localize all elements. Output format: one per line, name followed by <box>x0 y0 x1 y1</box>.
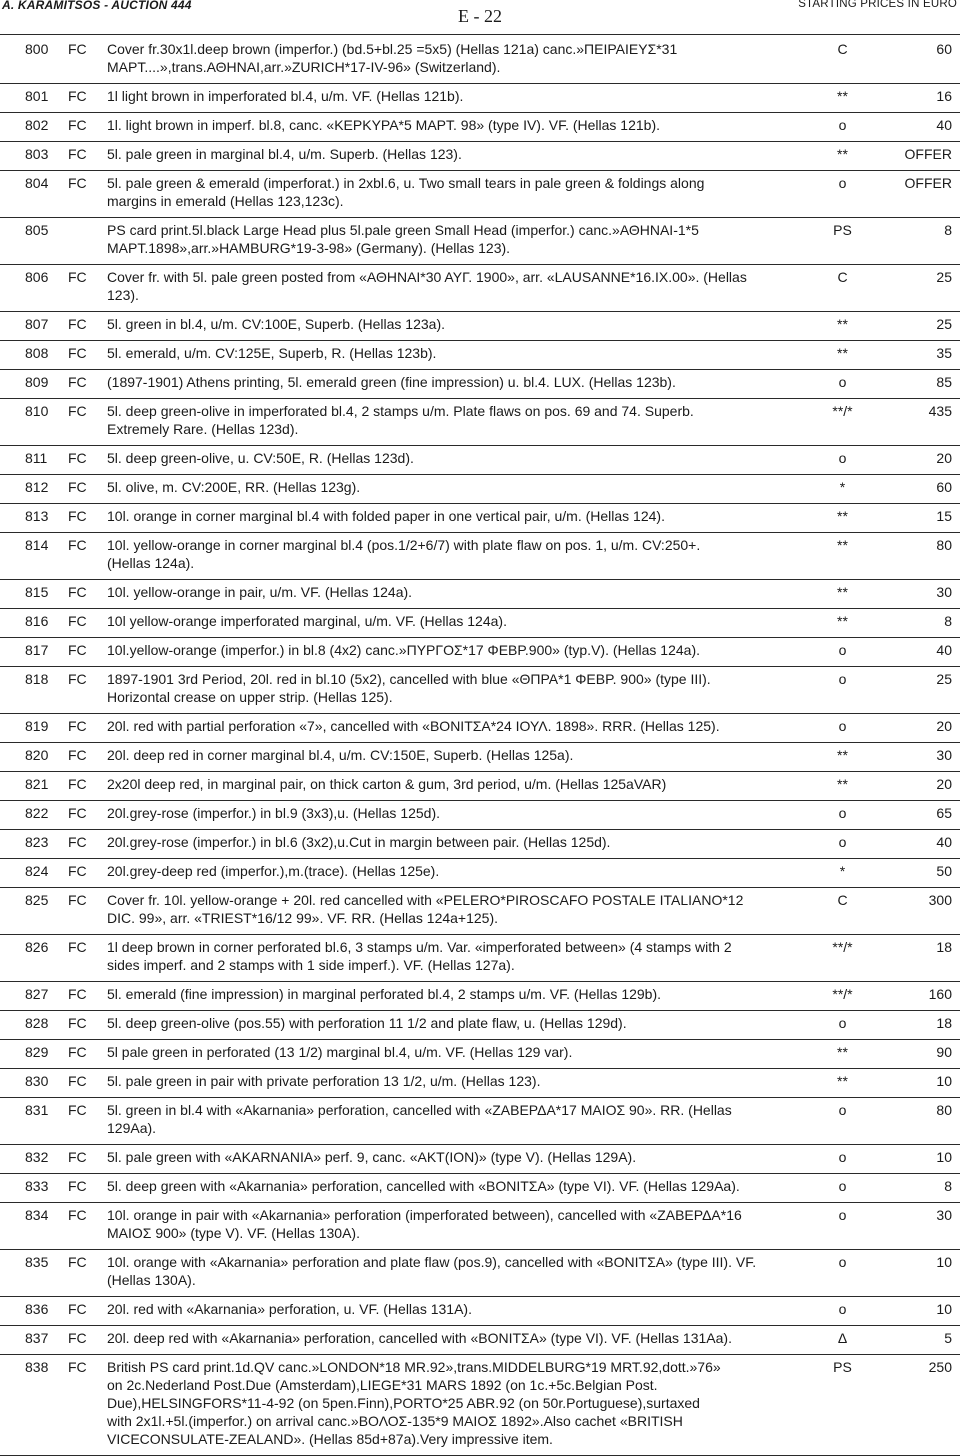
lot-row-827 <box>0 982 960 1011</box>
lot-starting-price: 90 <box>936 1044 952 1060</box>
lot-row-804 <box>0 171 960 218</box>
lot-category: FC <box>68 345 87 361</box>
description-line: 10l. yellow-orange in corner marginal bl.4 (pos.1/2+6/7) with plate flaw on pos. 1, u/m. CV:250+. <box>107 537 701 553</box>
lot-row-800 <box>0 37 960 84</box>
lot-description <box>107 1177 797 1195</box>
lot-description <box>107 1148 797 1166</box>
lot-number: 825 <box>25 892 49 908</box>
description-line: 5l. green in bl.4, u/m. CV:100E, Superb. (Hellas 123a). <box>107 316 445 332</box>
lot-starting-price: 8 <box>944 613 952 629</box>
lot-condition: ** <box>837 1044 848 1060</box>
auction-title: A. KARAMITSOS - AUCTION 444 <box>2 0 192 12</box>
lot-category: FC <box>68 316 87 332</box>
lot-row-802 <box>0 113 960 142</box>
lot-starting-price: 60 <box>936 41 952 57</box>
lot-category: FC <box>68 117 87 133</box>
description-line: VICECONSULATE-ZEALAND». (Hellas 85d+87a).Very impressive item. <box>107 1431 553 1447</box>
description-line: (Hellas 124a). <box>107 555 195 571</box>
lot-category: FC <box>68 805 87 821</box>
lot-description <box>107 315 797 333</box>
lot-row-817 <box>0 638 960 667</box>
description-line: 10l yellow-orange imperforated marginal, u/m. VF. (Hellas 124a). <box>107 613 507 629</box>
lot-row-806 <box>0 265 960 312</box>
description-line: 10l. orange in pair with «Akarnania» perforation (imperforated between), cancelled with «ΖΑΒΕΡΔΑ*16 <box>107 1207 742 1223</box>
lot-description <box>107 174 797 210</box>
lot-starting-price: 16 <box>936 88 952 104</box>
lot-starting-price: 20 <box>936 776 952 792</box>
description-line: 20l. red with «Akarnania» perforation, u. VF. (Hellas 131A). <box>107 1301 472 1317</box>
description-line: 5l. deep green-olive, u. CV:50E, R. (Hellas 123d). <box>107 450 414 466</box>
description-line: 20l. red with partial perforation «7», cancelled with «ΒΟΝΙΤΣΑ*24 ΙΟΥΛ. 1898». RRR. (Hellas 125). <box>107 718 720 734</box>
lot-number: 836 <box>25 1301 49 1317</box>
lot-row-811 <box>0 446 960 475</box>
lot-number: 831 <box>25 1102 49 1118</box>
lot-condition: Δ <box>837 1330 848 1346</box>
description-line: 10l. yellow-orange in pair, u/m. VF. (Hellas 124a). <box>107 584 413 600</box>
lot-row-801 <box>0 84 960 113</box>
lot-number: 838 <box>25 1359 49 1375</box>
lot-condition: o <box>838 1015 847 1031</box>
lot-row-822 <box>0 801 960 830</box>
lot-starting-price: 20 <box>936 450 952 466</box>
lot-row-809 <box>0 370 960 399</box>
description-line: Cover fr. with 5l. pale green posted from «ΑΘΗΝΑΙ*30 ΑΥΓ. 1900», arr. «LAUSANNE*16.IX.00». (Hellas <box>107 269 747 285</box>
lot-starting-price: 5 <box>944 1330 952 1346</box>
lot-condition: o <box>838 834 847 850</box>
lot-condition: PS <box>833 1359 852 1375</box>
description-line: 10l.yellow-orange (imperfor.) in bl.8 (4x2) canc.»ΠΥΡΓΟΣ*17 ΦΕΒΡ.900» (typ.V). (Hellas 124a). <box>107 642 701 658</box>
lot-condition: ** <box>837 537 848 553</box>
lot-condition: * <box>839 863 846 879</box>
description-line: on 2c.Nederland Post.Due (Amsterdam),LIEGE*31 MARS 1892 (on 1c.+5c.Belgian Post. <box>107 1377 658 1393</box>
description-line: 5l pale green in perforated (13 1/2) marginal bl.4, u/m. VF. (Hellas 129 var). <box>107 1044 573 1060</box>
lot-description <box>107 612 797 630</box>
lot-description <box>107 373 797 391</box>
lot-description <box>107 746 797 764</box>
lot-number: 804 <box>25 175 49 191</box>
description-line: 20l.grey-deep red (imperfor.),m.(trace). (Hellas 125e). <box>107 863 440 879</box>
lot-description <box>107 402 797 438</box>
lot-description <box>107 1329 797 1347</box>
lot-condition: ** <box>837 1073 848 1089</box>
lot-number: 823 <box>25 834 49 850</box>
description-line: 2x20l deep red, in marginal pair, on thick carton & gum, 3rd period, u/m. (Hellas 125aVAR) <box>107 776 667 792</box>
lot-starting-price: 25 <box>936 316 952 332</box>
description-line: Horizontal crease on upper strip. (Hellas 125). <box>107 689 393 705</box>
lot-category: FC <box>68 892 87 908</box>
description-line: 5l. green in bl.4 with «Akarnania» perforation, cancelled with «ΖΑΒΕΡΔΑ*17 ΜΑΙΟΣ 90». RR. (Hellas <box>107 1102 732 1118</box>
lot-starting-price: 30 <box>936 1207 952 1223</box>
lot-category: FC <box>68 146 87 162</box>
lot-category: FC <box>68 747 87 763</box>
lot-number: 810 <box>25 403 49 419</box>
lot-condition: o <box>838 805 847 821</box>
lot-number: 817 <box>25 642 49 658</box>
lot-condition: o <box>838 1254 847 1270</box>
description-line: 5l. emerald (fine impression) in marginal perforated bl.4, 2 stamps u/m. VF. (Hellas 129b). <box>107 986 662 1002</box>
lot-starting-price: 85 <box>936 374 952 390</box>
lot-row-814 <box>0 533 960 580</box>
description-line: PS card print.5l.black Large Head plus 5l.pale green Small Head (imperfor.) canc.»ΑΘΗΝΑΙ-1*5 <box>107 222 699 238</box>
lot-condition: o <box>838 671 847 687</box>
lot-number: 809 <box>25 374 49 390</box>
lot-condition: ** <box>837 613 848 629</box>
lot-condition: ** <box>837 316 848 332</box>
lot-category: FC <box>68 671 87 687</box>
lot-description <box>107 833 797 851</box>
lot-row-835 <box>0 1250 960 1297</box>
lot-description <box>107 775 797 793</box>
lot-row-816 <box>0 609 960 638</box>
description-line: (1897-1901) Athens printing, 5l. emerald green (fine impression) u. bl.4. LUX. (Hellas 123b). <box>107 374 676 390</box>
lot-number: 828 <box>25 1015 49 1031</box>
description-line: 1l. light brown in imperf. bl.8, canc. «ΚΕΡΚΥΡΑ*5 ΜΑΡΤ. 98» (type IV). VF. (Hellas 121b). <box>107 117 660 133</box>
description-line: 123). <box>107 287 139 303</box>
lot-category: FC <box>68 1301 87 1317</box>
description-line: ΜΑΡΤ....»,trans.ΑΘΗΝΑΙ,arr.»ZURICH*17-IV-96» (Switzerland). <box>107 59 501 75</box>
lot-starting-price: 80 <box>936 537 952 553</box>
lot-description <box>107 583 797 601</box>
lot-condition: o <box>838 450 847 466</box>
lot-row-803 <box>0 142 960 171</box>
lot-category: FC <box>68 41 87 57</box>
description-line: 129Aa). <box>107 1120 157 1136</box>
description-line: 5l. emerald, u/m. CV:125E, Superb, R. (Hellas 123b). <box>107 345 437 361</box>
page-header <box>0 0 960 36</box>
lot-number: 832 <box>25 1149 49 1165</box>
description-line: ΜΑΡΤ.1898»,arr.»HAMBURG*19-3-98» (Germany). (Hellas 123). <box>107 240 511 256</box>
lot-number: 826 <box>25 939 49 955</box>
lot-category: FC <box>68 613 87 629</box>
description-line: 1l deep brown in corner perforated bl.6, 3 stamps u/m. Var. «imperforated between» (4 stamps with 2 <box>107 939 732 955</box>
lot-description <box>107 478 797 496</box>
description-line: sides imperf. and 2 stamps with 1 side imperf.). VF. (Hellas 127a). <box>107 957 515 973</box>
lot-number: 835 <box>25 1254 49 1270</box>
lot-description <box>107 507 797 525</box>
lot-condition: ** <box>837 776 848 792</box>
lot-category: FC <box>68 1149 87 1165</box>
lot-starting-price: 8 <box>944 1178 952 1194</box>
lot-row-819 <box>0 714 960 743</box>
lot-description <box>107 449 797 467</box>
lot-row-807 <box>0 312 960 341</box>
lot-description <box>107 1072 797 1090</box>
lot-number: 818 <box>25 671 49 687</box>
lot-category: FC <box>68 88 87 104</box>
lot-row-818 <box>0 667 960 714</box>
description-line: 20l.grey-rose (imperfor.) in bl.6 (3x2),u.Cut in margin between pair. (Hellas 125d). <box>107 834 611 850</box>
lot-starting-price: 65 <box>936 805 952 821</box>
lot-row-830 <box>0 1069 960 1098</box>
lot-row-823 <box>0 830 960 859</box>
lot-category: FC <box>68 1015 87 1031</box>
lot-number: 834 <box>25 1207 49 1223</box>
lot-description <box>107 862 797 880</box>
description-line: 1l light brown in imperforated bl.4, u/m. VF. (Hellas 121b). <box>107 88 464 104</box>
lot-condition: ** <box>837 584 848 600</box>
lot-starting-price: OFFER <box>904 175 952 191</box>
lot-starting-price: 35 <box>936 345 952 361</box>
lot-category: FC <box>68 175 87 191</box>
lot-category: FC <box>68 584 87 600</box>
lot-condition: o <box>838 1207 847 1223</box>
lot-condition: ** <box>837 345 848 361</box>
lot-number: 806 <box>25 269 49 285</box>
lot-description <box>107 670 797 706</box>
lot-description <box>107 1101 797 1137</box>
description-line: 5l. pale green & emerald (imperforat.) in 2xbl.6, u. Two small tears in pale green & foldings along <box>107 175 705 191</box>
lot-row-838 <box>0 1355 960 1456</box>
lot-description <box>107 804 797 822</box>
lot-condition: o <box>838 1149 847 1165</box>
lot-category: FC <box>68 450 87 466</box>
lot-condition: o <box>838 374 847 390</box>
lot-starting-price: 300 <box>928 892 952 908</box>
description-line: 1897-1901 3rd Period, 20l. red in bl.10 (5x2), cancelled with blue «ΘΠΡΑ*1 ΦΕΒΡ. 900» (type III). <box>107 671 711 687</box>
lot-category: FC <box>68 1254 87 1270</box>
lot-description <box>107 87 797 105</box>
lot-description <box>107 40 797 76</box>
lot-category: FC <box>68 479 87 495</box>
lot-row-828 <box>0 1011 960 1040</box>
lot-starting-price: 40 <box>936 117 952 133</box>
lot-condition: C <box>837 269 848 285</box>
lot-number: 801 <box>25 88 49 104</box>
lot-description <box>107 938 797 974</box>
lot-number: 813 <box>25 508 49 524</box>
lot-condition: **/* <box>832 986 853 1002</box>
lot-category: FC <box>68 1073 87 1089</box>
lot-category: FC <box>68 776 87 792</box>
lot-starting-price: 435 <box>928 403 952 419</box>
lot-number: 820 <box>25 747 49 763</box>
lot-condition: ** <box>837 88 848 104</box>
lot-row-832 <box>0 1145 960 1174</box>
description-line: 20l.grey-rose (imperfor.) in bl.9 (3x3),u. (Hellas 125d). <box>107 805 441 821</box>
lot-row-813 <box>0 504 960 533</box>
description-line: ΜΑΙΟΣ 900» (type V). VF. (Hellas 130A). <box>107 1225 360 1241</box>
description-line: margins in emerald (Hellas 123,123c). <box>107 193 344 209</box>
lot-number: 812 <box>25 479 49 495</box>
lot-condition: C <box>837 892 848 908</box>
lot-category: FC <box>68 1330 87 1346</box>
lot-number: 807 <box>25 316 49 332</box>
page-number: E - 22 <box>458 6 502 26</box>
lot-starting-price: 25 <box>936 269 952 285</box>
lot-starting-price: 30 <box>936 584 952 600</box>
lot-row-834 <box>0 1203 960 1250</box>
lot-row-831 <box>0 1098 960 1145</box>
lot-condition: o <box>838 117 847 133</box>
lot-row-808 <box>0 341 960 370</box>
description-line: 20l. deep red with «Akarnania» perforation, cancelled with «ΒΟΝΙΤΣΑ» (type VI). VF. (Hellas 131Aa). <box>107 1330 732 1346</box>
lot-number: 824 <box>25 863 49 879</box>
lot-condition: ** <box>837 747 848 763</box>
description-line: 5l. pale green with «AKARNANIA» perf. 9, canc. «ΑΚΤ(ΙΟΝ)» (type V). (Hellas 129A). <box>107 1149 637 1165</box>
lot-starting-price: 25 <box>936 671 952 687</box>
lot-row-829 <box>0 1040 960 1069</box>
lot-row-836 <box>0 1297 960 1326</box>
description-line: DIC. 99», arr. «TRIEST*16/12 99». VF. RR. (Hellas 124a+125). <box>107 910 499 926</box>
lot-starting-price: 8 <box>944 222 952 238</box>
lot-starting-price: 160 <box>928 986 952 1002</box>
lot-description <box>107 116 797 134</box>
lot-number: 805 <box>25 222 49 238</box>
lot-category: FC <box>68 508 87 524</box>
lot-starting-price: 40 <box>936 834 952 850</box>
lot-number: 815 <box>25 584 49 600</box>
lot-starting-price: 250 <box>928 1359 952 1375</box>
lot-number: 837 <box>25 1330 49 1346</box>
lot-category: FC <box>68 374 87 390</box>
lot-number: 800 <box>25 41 49 57</box>
lot-category: FC <box>68 863 87 879</box>
lot-number: 829 <box>25 1044 49 1060</box>
lot-number: 814 <box>25 537 49 553</box>
lot-description <box>107 145 797 163</box>
lot-category: FC <box>68 1207 87 1223</box>
lot-description <box>107 344 797 362</box>
description-line: 5l. pale green in pair with private perforation 13 1/2, u/m. (Hellas 123). <box>107 1073 541 1089</box>
lot-number: 819 <box>25 718 49 734</box>
description-line: 5l. pale green in marginal bl.4, u/m. Superb. (Hellas 123). <box>107 146 462 162</box>
lot-condition: **/* <box>832 403 853 419</box>
lot-starting-price: OFFER <box>904 146 952 162</box>
description-line: British PS card print.1d.QV canc.»LONDON*18 MR.92»,trans.MIDDELBURG*19 MRT.92,dott.»76» <box>107 1359 721 1375</box>
lot-description <box>107 536 797 572</box>
lot-row-824 <box>0 859 960 888</box>
lot-starting-price: 10 <box>936 1254 952 1270</box>
lot-row-826 <box>0 935 960 982</box>
lot-condition: C <box>837 41 848 57</box>
lot-number: 822 <box>25 805 49 821</box>
lot-condition: o <box>838 1178 847 1194</box>
lot-description <box>107 891 797 927</box>
description-line: 20l. deep red in corner marginal bl.4, u/m. CV:150E, Superb. (Hellas 125a). <box>107 747 574 763</box>
lot-description <box>107 1358 797 1448</box>
lot-description <box>107 1206 797 1242</box>
description-line: with 2x1l.+5l.(imperfor.) on arrival canc.»ΒΟΛΟΣ-135*9 ΜΑΙΟΣ 1892».Also cachet «BRITISH <box>107 1413 683 1429</box>
lot-description <box>107 268 797 304</box>
lot-row-810 <box>0 399 960 446</box>
lot-description <box>107 641 797 659</box>
lot-number: 803 <box>25 146 49 162</box>
description-line: Cover fr. 10l. yellow-orange + 20l. red cancelled with «PELERO*PIROSCAFO POSTALE ITALIANO*12 <box>107 892 744 908</box>
description-line: 5l. deep green with «Akarnania» perforation, cancelled with «ΒΟΝΙΤΣΑ» (type VI). VF. (Hellas 129Aa). <box>107 1178 740 1194</box>
lot-condition: ** <box>837 508 848 524</box>
lot-category: FC <box>68 1178 87 1194</box>
lot-category: FC <box>68 939 87 955</box>
lot-number: 811 <box>25 450 48 466</box>
lot-condition: o <box>838 718 847 734</box>
lot-row-812 <box>0 475 960 504</box>
description-line: 10l. orange in corner marginal bl.4 with folded paper in one vertical pair, u/m. (Hellas 124). <box>107 508 665 524</box>
lot-starting-price: 10 <box>936 1149 952 1165</box>
lot-description <box>107 717 797 735</box>
lot-category: FC <box>68 403 87 419</box>
lot-category: FC <box>68 834 87 850</box>
lot-number: 808 <box>25 345 49 361</box>
lot-starting-price: 18 <box>936 939 952 955</box>
description-line: 5l. olive, m. CV:200E, RR. (Hellas 123g). <box>107 479 361 495</box>
header-divider <box>0 34 960 35</box>
lot-starting-price: 15 <box>936 508 952 524</box>
lot-starting-price: 60 <box>936 479 952 495</box>
lot-category: FC <box>68 1044 87 1060</box>
lot-row-815 <box>0 580 960 609</box>
lot-description <box>107 1014 797 1032</box>
lot-condition: o <box>838 1301 847 1317</box>
prices-note: STARTING PRICES IN EURO <box>798 0 957 10</box>
lot-description <box>107 1043 797 1061</box>
lot-starting-price: 10 <box>936 1073 952 1089</box>
description-line: Due),HELSINGFORS*11-4-92 (on 5pen.Finn),PORTO*25 ABR.92 (on 50r.Portuguese),surtaxed <box>107 1395 700 1411</box>
lot-starting-price: 10 <box>936 1301 952 1317</box>
lot-starting-price: 30 <box>936 747 952 763</box>
lot-category: FC <box>68 537 87 553</box>
lot-number: 802 <box>25 117 49 133</box>
lot-description <box>107 1253 797 1289</box>
lot-number: 833 <box>25 1178 49 1194</box>
lot-number: 816 <box>25 613 49 629</box>
description-line: Extremely Rare. (Hellas 123d). <box>107 421 299 437</box>
lot-starting-price: 18 <box>936 1015 952 1031</box>
lot-row-820 <box>0 743 960 772</box>
lot-category: FC <box>68 718 87 734</box>
lot-row-805 <box>0 218 960 265</box>
description-line: 10l. orange with «Akarnania» perforation and plate flaw (pos.9), cancelled with «ΒΟΝΙΤΣΑ» (type III). VF. <box>107 1254 757 1270</box>
lot-category: FC <box>68 1102 87 1118</box>
lot-row-825 <box>0 888 960 935</box>
lot-description <box>107 221 797 257</box>
lot-condition: * <box>839 479 846 495</box>
lot-condition: o <box>838 1102 847 1118</box>
lot-starting-price: 80 <box>936 1102 952 1118</box>
description-line: Cover fr.30x1l.deep brown (imperfor.) (bd.5+bl.25 =5x5) (Hellas 121a) canc.»ΠΕΙΡΑΙΕΥΣ*31 <box>107 41 678 57</box>
lot-starting-price: 50 <box>936 863 952 879</box>
lot-condition: o <box>838 642 847 658</box>
lot-number: 821 <box>25 776 49 792</box>
lot-row-821 <box>0 772 960 801</box>
lot-condition: **/* <box>832 939 853 955</box>
lot-row-837 <box>0 1326 960 1355</box>
lot-number: 830 <box>25 1073 49 1089</box>
lot-condition: PS <box>833 222 852 238</box>
lot-condition: o <box>838 175 847 191</box>
description-line: 5l. deep green-olive in imperforated bl.4, 2 stamps u/m. Plate flaws on pos. 69 and 74. Superb. <box>107 403 694 419</box>
lot-condition: ** <box>837 146 848 162</box>
lot-starting-price: 20 <box>936 718 952 734</box>
description-line: (Hellas 130A). <box>107 1272 196 1288</box>
lot-category: FC <box>68 269 87 285</box>
lot-category: FC <box>68 1359 87 1375</box>
lot-number: 827 <box>25 986 49 1002</box>
lot-row-833 <box>0 1174 960 1203</box>
lot-description <box>107 985 797 1003</box>
lot-category: FC <box>68 986 87 1002</box>
lot-starting-price: 40 <box>936 642 952 658</box>
description-line: 5l. deep green-olive (pos.55) with perforation 11 1/2 and plate flaw, u. (Hellas 129d). <box>107 1015 627 1031</box>
lot-category: FC <box>68 642 87 658</box>
lot-description <box>107 1300 797 1318</box>
